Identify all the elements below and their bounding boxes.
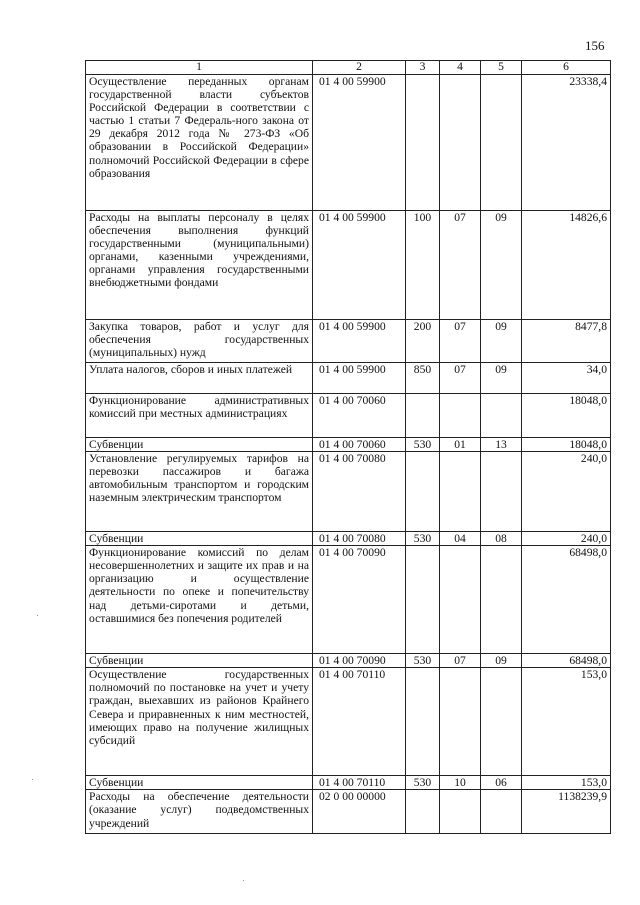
row-amount: 18048,0 xyxy=(522,438,611,452)
column-header: 4 xyxy=(440,61,481,75)
row-amount: 240,0 xyxy=(522,532,611,546)
row-col4: 07 xyxy=(440,363,481,394)
table-row xyxy=(86,320,611,363)
row-col3: 530 xyxy=(406,654,440,668)
row-name: Расходы на обеспечение деятельности (оказание услуг) подведомственных учреждений xyxy=(86,790,313,834)
row-col3: 850 xyxy=(406,363,440,394)
row-code: 01 4 00 59900 xyxy=(313,75,406,211)
table-row xyxy=(86,452,611,532)
row-name: Субвенции xyxy=(86,654,313,668)
row-col3: 530 xyxy=(406,532,440,546)
table-row xyxy=(86,363,611,394)
column-header: 1 xyxy=(86,61,313,75)
row-col4 xyxy=(440,790,481,834)
table-row xyxy=(86,438,611,452)
row-code: 01 4 00 70110 xyxy=(313,668,406,776)
row-name: Осуществление переданных органам государственной власти субъектов Российской Федерации в соответствии с частью 1 статьи 7 Федераль-ного закона от 29 декабря 2012 года № 273-ФЗ «Об образовании в Российской Федерации» полномочий Российской Федерации в сфере образования xyxy=(86,75,313,211)
row-col5: 09 xyxy=(481,211,522,320)
row-code: 01 4 00 70090 xyxy=(313,546,406,654)
row-col3 xyxy=(406,75,440,211)
row-code: 01 4 00 70060 xyxy=(313,438,406,452)
table-row xyxy=(86,546,611,654)
table-row xyxy=(86,211,611,320)
row-code: 01 4 00 70110 xyxy=(313,776,406,790)
row-col5 xyxy=(481,452,522,532)
scan-speck xyxy=(32,779,33,780)
table-header-row xyxy=(86,61,611,75)
row-col4: 10 xyxy=(440,776,481,790)
column-header: 3 xyxy=(406,61,440,75)
row-col4 xyxy=(440,668,481,776)
row-code: 01 4 00 70060 xyxy=(313,394,406,438)
row-col3 xyxy=(406,546,440,654)
column-header: 6 xyxy=(522,61,611,75)
row-col4 xyxy=(440,452,481,532)
row-col3 xyxy=(406,668,440,776)
row-code: 01 4 00 70080 xyxy=(313,452,406,532)
row-name: Субвенции xyxy=(86,438,313,452)
row-col5 xyxy=(481,394,522,438)
row-amount: 240,0 xyxy=(522,452,611,532)
table-row xyxy=(86,394,611,438)
row-name: Функционирование административных комиссий при местных администрациях xyxy=(86,394,313,438)
row-name: Расходы на выплаты персоналу в целях обеспечения выполнения функций государственными (муниципальными) органами, казенными учреждениями, органами управления государственными внебюджетными фондами xyxy=(86,211,313,320)
row-col4: 07 xyxy=(440,654,481,668)
row-col3 xyxy=(406,452,440,532)
row-col4 xyxy=(440,75,481,211)
row-amount: 14826,6 xyxy=(522,211,611,320)
row-name: Осуществление государственных полномочий по постановке на учет и учету граждан, выехавших из районов Крайнего Севера и приравненных к ним местностей, имеющих право на получение жилищных субсидий xyxy=(86,668,313,776)
row-amount: 153,0 xyxy=(522,668,611,776)
row-col3: 100 xyxy=(406,211,440,320)
row-col5: 13 xyxy=(481,438,522,452)
table-row xyxy=(86,790,611,834)
row-col5: 09 xyxy=(481,320,522,363)
row-col5: 06 xyxy=(481,776,522,790)
budget-table xyxy=(85,60,611,834)
row-amount: 68498,0 xyxy=(522,654,611,668)
row-code: 02 0 00 00000 xyxy=(313,790,406,834)
row-col4 xyxy=(440,394,481,438)
row-col4: 07 xyxy=(440,211,481,320)
row-name: Функционирование комиссий по делам несовершеннолетних и защите их прав и на организацию и осуществление деятельности по опеке и попечительству над детьми-сиротами и детьми, оставшимися без попечения родителей xyxy=(86,546,313,654)
row-amount: 68498,0 xyxy=(522,546,611,654)
scan-speck xyxy=(37,615,38,616)
row-col3: 530 xyxy=(406,776,440,790)
table-row xyxy=(86,668,611,776)
row-col4: 04 xyxy=(440,532,481,546)
row-name: Установление регулируемых тарифов на перевозки пассажиров и багажа автомобильным транспортом и городским наземным электрическим транспортом xyxy=(86,452,313,532)
row-col5: 08 xyxy=(481,532,522,546)
row-code: 01 4 00 59900 xyxy=(313,363,406,394)
row-amount: 18048,0 xyxy=(522,394,611,438)
row-col5: 09 xyxy=(481,654,522,668)
row-code: 01 4 00 70080 xyxy=(313,532,406,546)
row-col4: 07 xyxy=(440,320,481,363)
row-amount: 23338,4 xyxy=(522,75,611,211)
row-col3: 530 xyxy=(406,438,440,452)
table-row xyxy=(86,654,611,668)
row-col5: 09 xyxy=(481,363,522,394)
column-header: 5 xyxy=(481,61,522,75)
row-code: 01 4 00 70090 xyxy=(313,654,406,668)
table-row xyxy=(86,532,611,546)
row-amount: 8477,8 xyxy=(522,320,611,363)
page-number: 156 xyxy=(585,38,605,53)
row-col3 xyxy=(406,394,440,438)
row-col4 xyxy=(440,546,481,654)
row-amount: 153,0 xyxy=(522,776,611,790)
column-header: 2 xyxy=(313,61,406,75)
row-name: Субвенции xyxy=(86,532,313,546)
row-col4: 01 xyxy=(440,438,481,452)
row-col5 xyxy=(481,546,522,654)
scan-speck xyxy=(243,880,244,881)
row-amount: 1138239,9 xyxy=(522,790,611,834)
row-code: 01 4 00 59900 xyxy=(313,320,406,363)
row-col5 xyxy=(481,75,522,211)
table-row xyxy=(86,776,611,790)
row-name: Субвенции xyxy=(86,776,313,790)
row-code: 01 4 00 59900 xyxy=(313,211,406,320)
row-col3: 200 xyxy=(406,320,440,363)
table-row xyxy=(86,75,611,211)
row-amount: 34,0 xyxy=(522,363,611,394)
row-col5 xyxy=(481,790,522,834)
row-col3 xyxy=(406,790,440,834)
row-name: Закупка товаров, работ и услуг для обеспечения государственных (муниципальных) нужд xyxy=(86,320,313,363)
row-name: Уплата налогов, сборов и иных платежей xyxy=(86,363,313,394)
row-col5 xyxy=(481,668,522,776)
